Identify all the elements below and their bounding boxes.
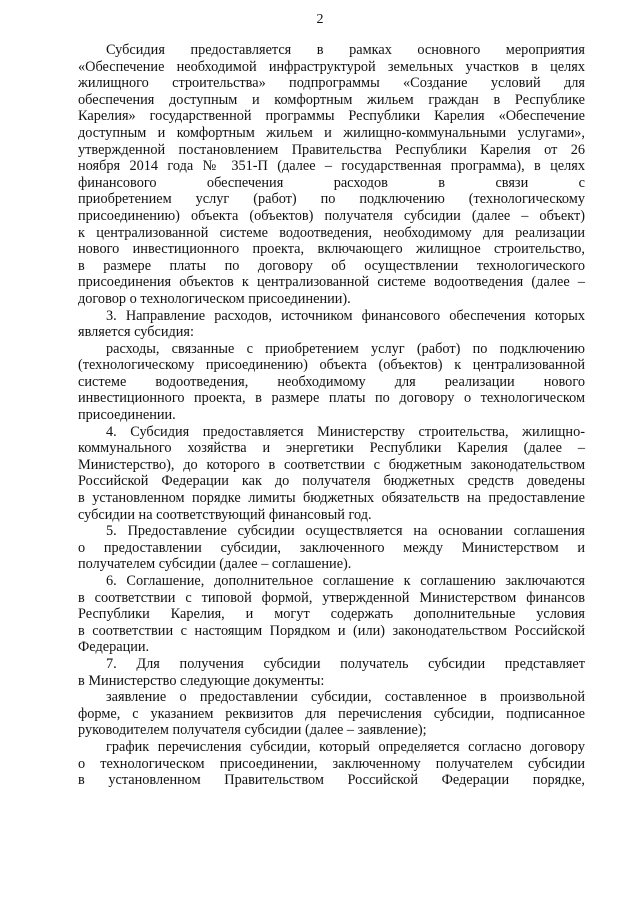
text-line: системе водоотведения, необходимому для реализации нового	[78, 373, 585, 390]
text-line: 3. Направление расходов, источником финансового обеспечения которых	[106, 307, 585, 324]
paragraph	[78, 689, 585, 739]
text-line: коммунального хозяйства и энергетики Республики Карелия (далее –	[78, 440, 585, 457]
text-line: утвержденной постановлением Правительства Республики Карелия от 26	[78, 141, 585, 158]
text-line: финансового обеспечения расходов в связи с	[78, 174, 585, 191]
text-line: нового инвестиционного проекта, включающего жилищное строительство,	[78, 241, 585, 258]
text-line: заявление о предоставлении субсидии, составленное в произвольной	[106, 689, 585, 706]
text-line: о технологическом присоединении, заключенному получателем субсидии	[78, 755, 585, 772]
paragraph	[78, 573, 585, 656]
text-line: Карелия» государственной программы Республики Карелия «Обеспечение	[78, 108, 585, 125]
paragraph	[78, 656, 585, 689]
text-line: график перечисления субсидии, который определяется согласно договору	[106, 738, 585, 755]
text-line: к централизованной системе водоотведения, необходимому для реализации	[78, 224, 585, 241]
text-line: в размере платы по договору об осуществлении технологического	[78, 257, 585, 274]
text-line: присоединения объектов к централизованной системе водоотведения (далее –	[78, 274, 585, 291]
text-line: является субсидия:	[78, 324, 194, 341]
text-line: инвестиционного проекта, в размере платы по договору о технологическом	[78, 390, 585, 407]
text-line: форме, с указанием реквизитов для перечисления субсидии, подписанное	[78, 705, 585, 722]
text-line: присоединению) объекта (объектов) получателя субсидии (далее – объект)	[78, 207, 585, 224]
text-line: 4. Субсидия предоставляется Министерству строительства, жилищно-	[106, 423, 585, 440]
paragraph	[78, 42, 585, 308]
text-line: ноября 2014 года № 351-П (далее – государственная программа), в целях	[78, 158, 585, 175]
text-line: присоединении.	[78, 407, 176, 424]
text-line: договор о технологическом присоединении).	[78, 290, 351, 307]
text-line: Субсидия предоставляется в рамках основного мероприятия	[106, 42, 585, 58]
text-line: руководителем получателя субсидии (далее – заявление);	[78, 722, 427, 739]
text-line: приобретением услуг (работ) по подключению (технологическому	[78, 191, 585, 208]
text-line: о предоставлении субсидии, заключенного между Министерством и	[78, 539, 585, 556]
text-line: 6. Соглашение, дополнительное соглашение к соглашению заключаются	[106, 573, 585, 589]
text-line: обеспечения доступным и комфортным жильем граждан в Республике	[78, 91, 585, 108]
paragraph	[78, 424, 585, 524]
page-number: 2	[316, 12, 324, 27]
paragraph	[78, 739, 585, 789]
text-line: в соответствии с типовой формой, утвержденной Министерством финансов	[78, 589, 585, 606]
text-line: расходы, связанные с приобретением услуг (работ) по подключению	[106, 340, 585, 357]
paragraph	[78, 341, 585, 424]
text-line: в соответствии с настоящим Порядком и (или) законодательством Российской	[78, 622, 585, 639]
text-line: 7. Для получения субсидии получатель субсидии представляет	[106, 655, 585, 672]
document-body	[78, 42, 585, 789]
text-line: 5. Предоставление субсидии осуществляется на основании соглашения	[106, 523, 585, 540]
text-line: в Министерство следующие документы:	[78, 672, 325, 689]
paragraph	[78, 308, 585, 341]
text-line: Министерство), до которого в соответствии с бюджетным законодательством	[78, 456, 585, 473]
text-line: Республики Карелия, и могут содержать дополнительные условия	[78, 606, 585, 623]
text-line: Федерации.	[78, 639, 150, 656]
text-line: получателем субсидии (далее – соглашение).	[78, 556, 352, 573]
text-line: в установленном Правительством Российской Федерации порядке,	[78, 772, 585, 789]
paragraph	[78, 523, 585, 573]
text-line: субсидии на соответствующий финансовый год.	[78, 506, 372, 523]
text-line: «Обеспечение необходимой инфраструктурой земельных участков в целях	[78, 58, 585, 75]
text-line: Российской Федерации как до получателя бюджетных средств доведены	[78, 473, 585, 490]
text-line: (технологическому присоединению) объекта (объектов) к централизованной	[78, 357, 585, 374]
text-line: доступным и комфортным жильем и жилищно-коммунальными услугами»,	[78, 124, 585, 141]
text-line: в установленном порядке лимиты бюджетных обязательств на предоставление	[78, 490, 585, 507]
text-line: жилищного строительства» подпрограммы «Создание условий для	[78, 75, 585, 92]
